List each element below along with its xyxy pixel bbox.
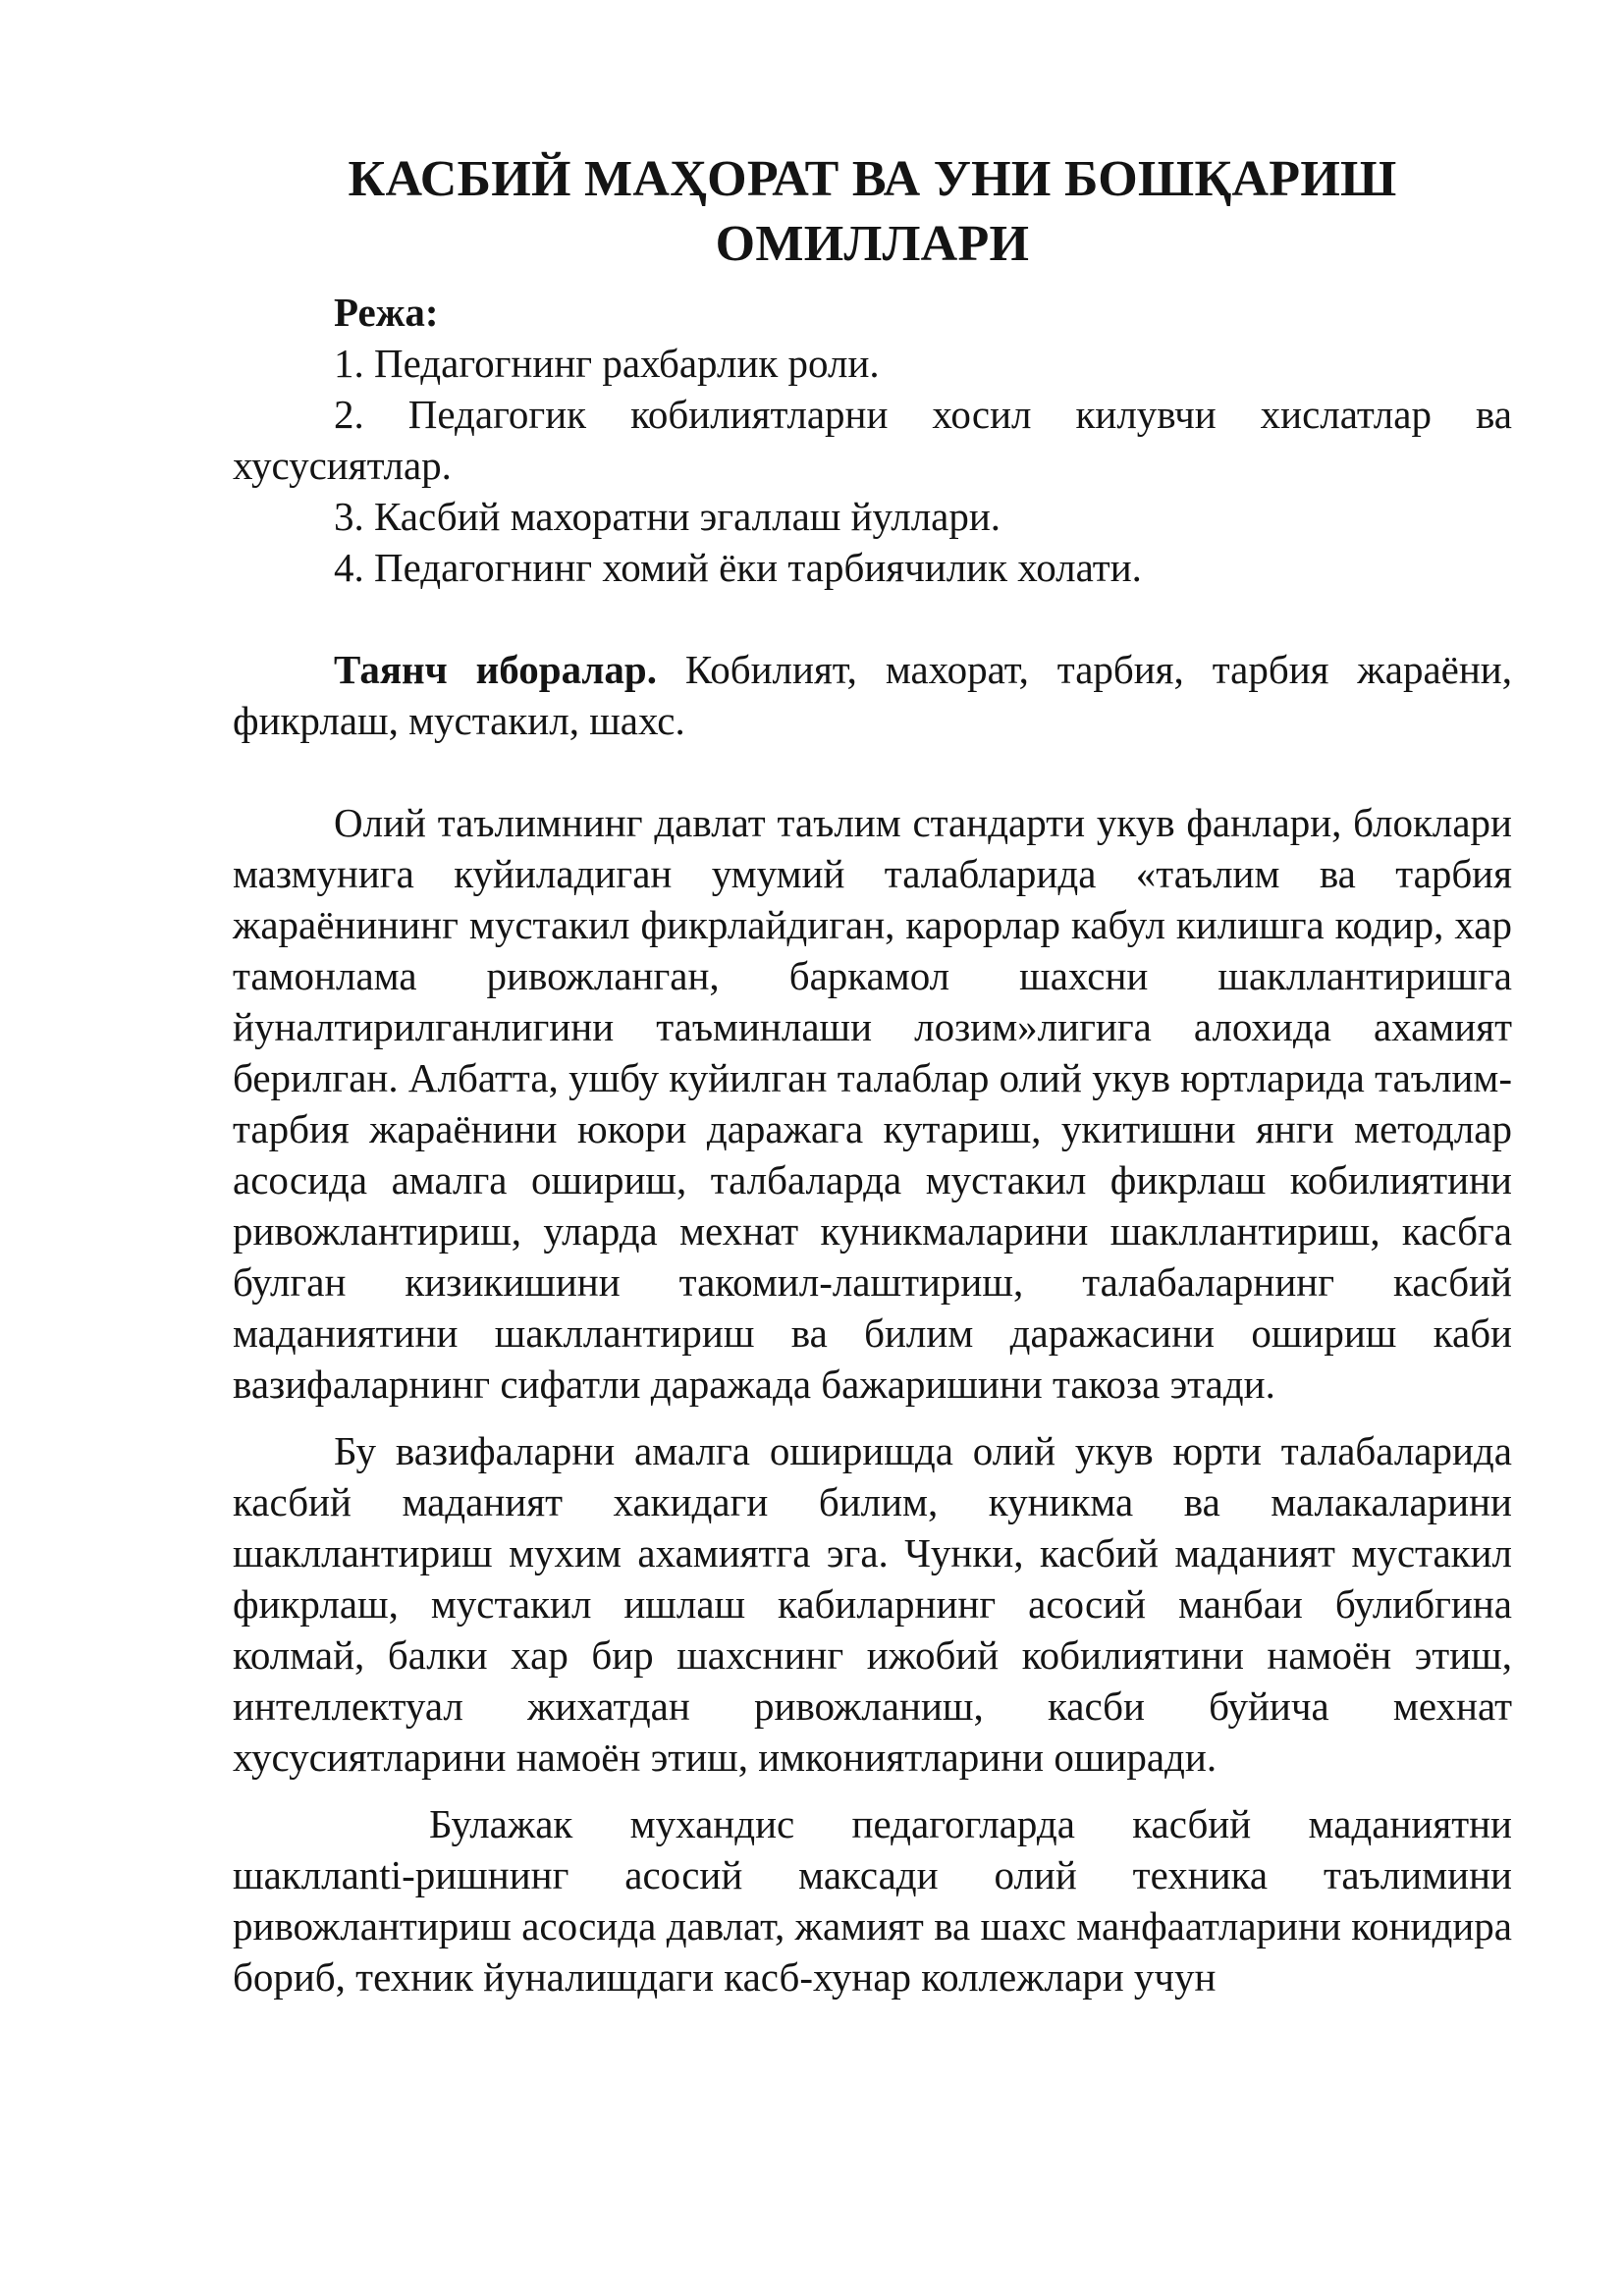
- plan-item: 1. Педагогнинг рахбарлик роли.: [334, 341, 880, 386]
- plan-heading: Режа:: [334, 290, 439, 335]
- plan-list: [233, 338, 1512, 593]
- keywords-paragraph: [233, 644, 1512, 746]
- keywords-label: Таянч иборалар.: [334, 647, 657, 692]
- title-line-1: КАСБИЙ МАҲОРАТ ВА УНИ БОШҚАРИШ: [348, 151, 1397, 207]
- keywords-text: Кобилият, махорат, тарбия, тарбия жараёни, фикрлаш, мустакил, шахс.: [233, 647, 1512, 743]
- plan-item: 3. Касбий махоратни эгаллаш йуллари.: [334, 494, 1001, 539]
- title-line-2: ОМИЛЛАРИ: [715, 216, 1030, 272]
- body-paragraph-1: Олий таълимнинг давлат таълим стандарти укув фанлари, блоклари мазмунига куйиладиган умумий талабларида «таълим ва тарбия жараёнининг мустакил фикрлайдиган, карорлар кабул килишга кодир, хар тамонлама ривожланган, баркамол шахсни шакллантиришга йуналтирилганлигини таъминлаши лозим»лигига алохида ахамият берилган. Албатта, ушбу куйилган талаблар олий укув юртларида таълим-тарбия жараёнини юкори даражага кутариш, укитишни янги методлар асосида амалга ошириш, талбаларда мустакил фикрлаш кобилиятини ривожлантириш, уларда мехнат куникмаларини шакллантириш, касбга булган кизикишини такомил-лаштириш, талабаларнинг касбий маданиятини шакллантириш ва билим даражасини ошириш каби вазифаларнинг сифатли даражада бажаришини такоза этади.: [233, 800, 1512, 1407]
- plan-item: 2. Педагогик кобилиятларни хосил килувчи хислатлар ва хусусиятлар.: [233, 392, 1512, 488]
- document-title: [233, 147, 1512, 277]
- plan-item: 4. Педагогнинг хомий ёки тарбиячилик холати.: [334, 545, 1142, 590]
- body-paragraph-2: Бу вазифаларни амалга оширишда олий укув юрти талабаларида касбий маданият хакидаги билим, куникма ва малакаларини шакллантириш мухим ахамиятга эга. Чунки, касбий маданият мустакил фикрлаш, мустакил ишлаш кабиларнинг асосий манбаи булибгина колмай, балки хар бир шахснинг ижобий кобилиятини намоён этиш, интеллектуал жихатдан ривожланиш, касби буйича мехнат хусусиятларини намоён этиш, имкониятларини оширади.: [233, 1428, 1512, 1780]
- document-body: [233, 147, 1512, 2002]
- body-paragraph-3: Булажак мухандис педагогларда касбий маданиятни шакллanti-ришнинг асосий максади олий техника таълимини ривожлантириш асосида давлат, жамият ва шахс манфаатларини конидира бориб, техник йуналишдаги касб-хунар коллежлари учун: [233, 1801, 1512, 2000]
